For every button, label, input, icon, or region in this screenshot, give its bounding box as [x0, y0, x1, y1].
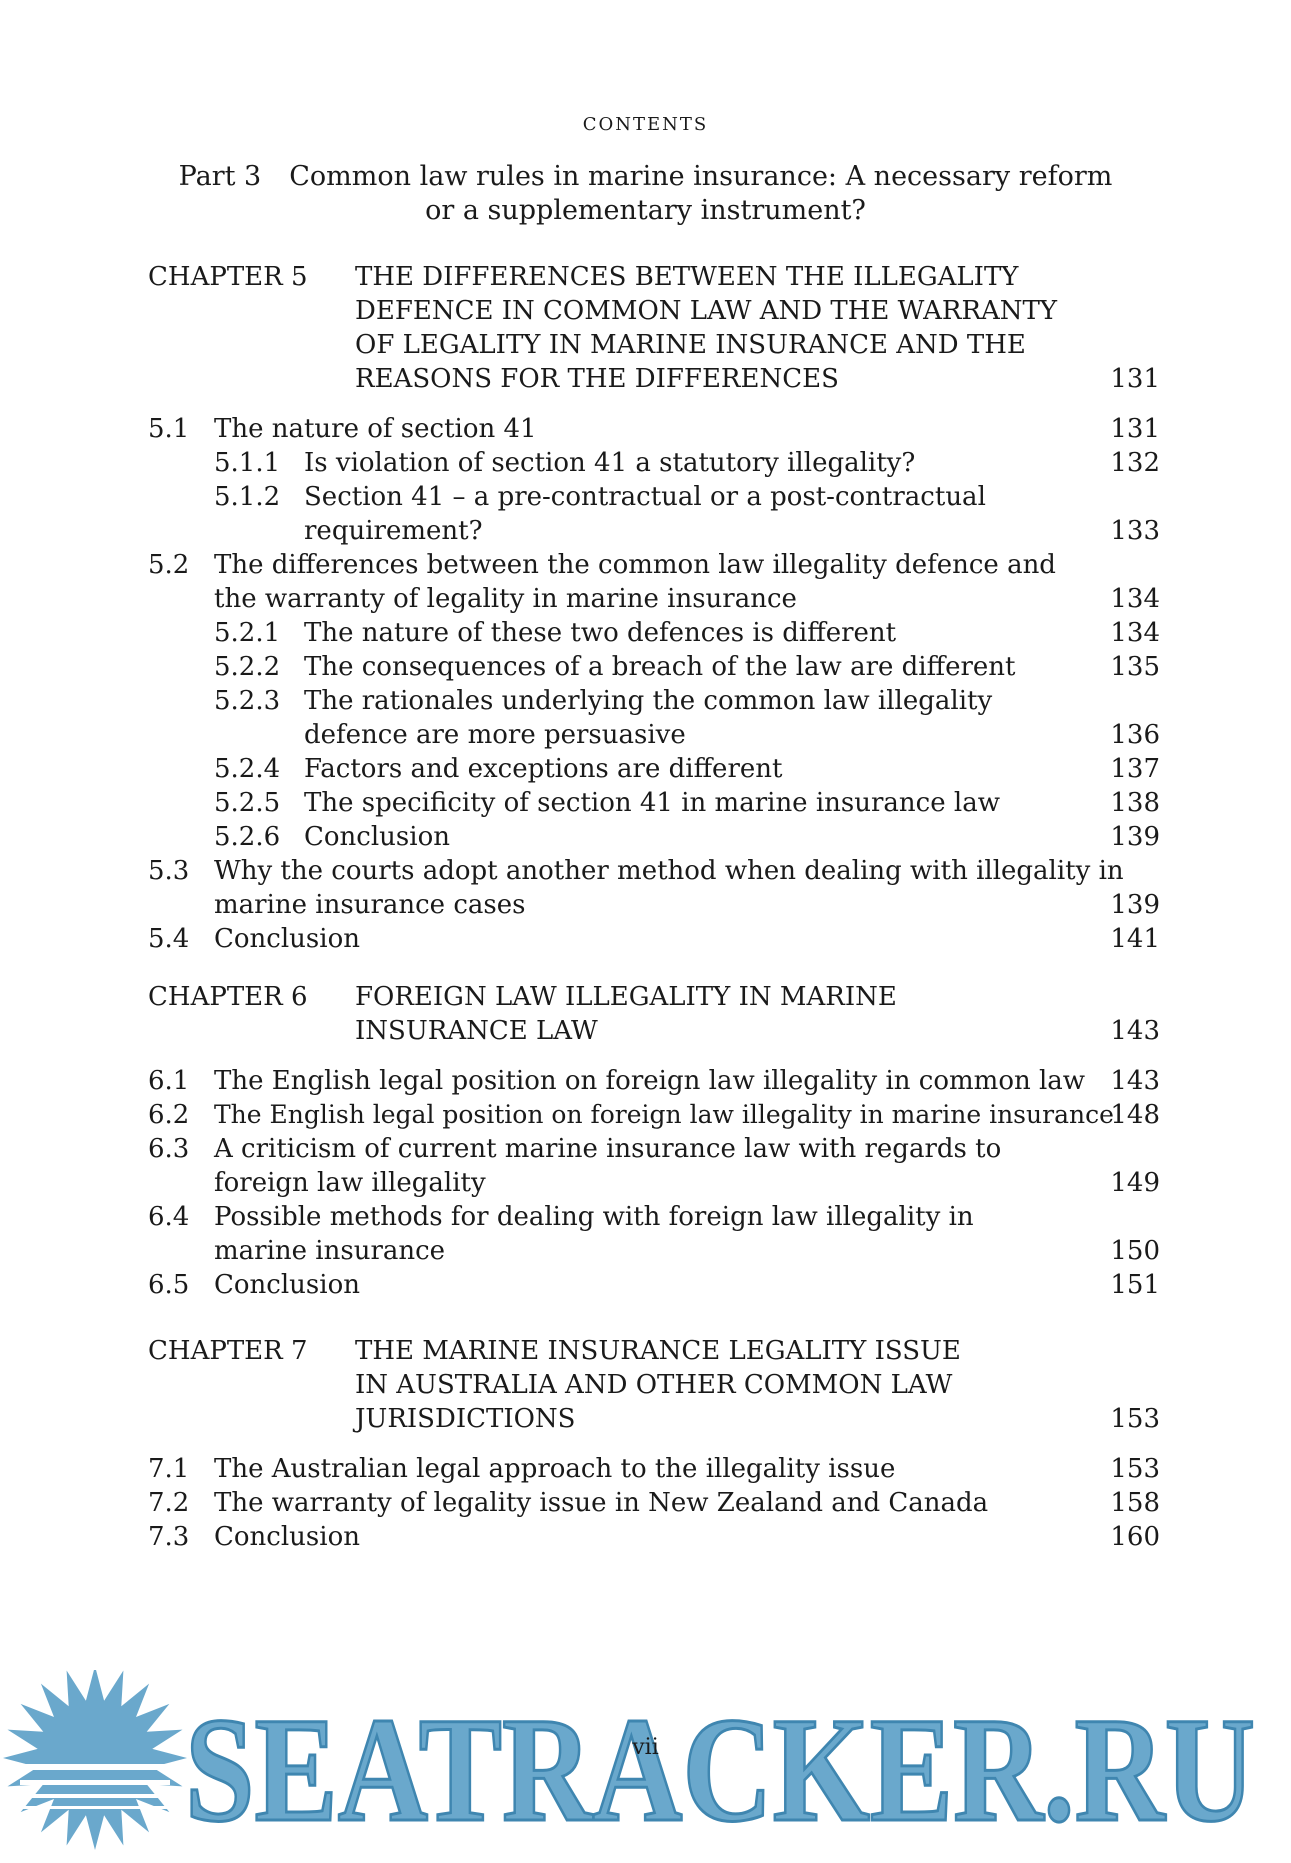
section-page-number: 131	[1110, 414, 1160, 444]
section-number: 5.3	[148, 856, 190, 886]
subsection-title: The rationales underlying the common law illegality	[304, 686, 993, 716]
subsection-title: Section 41 – a pre-contractual or a post-contractual	[304, 482, 986, 512]
subsection-page-number: 136	[1110, 720, 1160, 750]
chapter-page-number: 131	[1110, 364, 1160, 394]
section-number: 5.1	[148, 414, 190, 444]
part-heading-line1	[0, 160, 1291, 194]
subsection-number: 5.2.4	[214, 754, 281, 784]
section-page-number: 148	[1110, 1100, 1160, 1130]
sun-stripe	[20, 1806, 170, 1809]
section-title: The warranty of legality issue in New Zealand and Canada	[214, 1488, 989, 1518]
section-page-number: 139	[1110, 890, 1160, 920]
section-number: 5.2	[148, 550, 190, 580]
subsection-page-number: 139	[1110, 822, 1160, 852]
section-page-number: 143	[1110, 1066, 1160, 1096]
section-number: 7.1	[148, 1454, 190, 1484]
watermark-text: SEATRACKER.RU	[185, 1687, 1255, 1853]
section-title: marine insurance	[214, 1236, 446, 1266]
chapter-title-line: JURISDICTIONS	[355, 1404, 576, 1434]
section-title: Conclusion	[214, 1270, 360, 1300]
section-number: 7.3	[148, 1522, 190, 1552]
section-title: A criticism of current marine insurance law with regards to	[214, 1134, 1002, 1164]
section-page-number: 160	[1110, 1522, 1160, 1552]
section-number: 6.1	[148, 1066, 190, 1096]
subsection-title: Conclusion	[304, 822, 450, 852]
page-folio: vii	[632, 1735, 659, 1760]
section-title: The English legal position on foreign law illegality in common law	[214, 1066, 1086, 1096]
chapter-title-line: INSURANCE LAW	[355, 1016, 598, 1046]
chapter-title-line: THE MARINE INSURANCE LEGALITY ISSUE	[355, 1336, 961, 1366]
section-title: The differences between the common law illegality defence and	[214, 550, 1056, 580]
chapter-title-line: REASONS FOR THE DIFFERENCES	[355, 364, 839, 394]
chapter-title-line: OF LEGALITY IN MARINE INSURANCE AND THE	[355, 330, 1026, 360]
subsection-number: 5.1.1	[214, 448, 281, 478]
section-page-number: 149	[1110, 1168, 1160, 1198]
section-page-number: 141	[1110, 924, 1160, 954]
chapter-title-line: IN AUSTRALIA AND OTHER COMMON LAW	[355, 1370, 953, 1400]
subsection-number: 5.2.6	[214, 822, 281, 852]
running-head: CONTENTS	[582, 114, 709, 135]
subsection-page-number: 138	[1110, 788, 1160, 818]
chapter-label: CHAPTER 6	[148, 982, 308, 1012]
section-title: Possible methods for dealing with foreign law illegality in	[214, 1202, 974, 1232]
subsection-page-number: 132	[1110, 448, 1160, 478]
section-number: 5.4	[148, 924, 190, 954]
sun-icon	[3, 1670, 187, 1850]
sun-stripe	[20, 1794, 170, 1798]
section-number: 6.4	[148, 1202, 190, 1232]
section-page-number: 158	[1110, 1488, 1160, 1518]
section-title: Conclusion	[214, 924, 360, 954]
part-label: Part 3	[178, 161, 262, 192]
section-page-number: 151	[1110, 1270, 1160, 1300]
subsection-page-number: 137	[1110, 754, 1160, 784]
subsection-title: The specificity of section 41 in marine insurance law	[304, 788, 1000, 818]
subsection-number: 5.1.2	[214, 482, 281, 512]
section-title: Conclusion	[214, 1522, 360, 1552]
subsection-title: The consequences of a breach of the law are different	[304, 652, 1016, 682]
section-title: The English legal position on foreign law illegality in marine insurance	[214, 1100, 1114, 1129]
section-number: 7.2	[148, 1488, 190, 1518]
sun-stripe	[20, 1780, 170, 1785]
section-title: marine insurance cases	[214, 890, 526, 920]
part-heading	[0, 160, 1291, 228]
subsection-page-number: 135	[1110, 652, 1160, 682]
section-number: 6.5	[148, 1270, 190, 1300]
part-title-line2: or a supplementary instrument?	[425, 195, 866, 226]
subsection-page-number: 134	[1110, 618, 1160, 648]
chapter-label: CHAPTER 5	[148, 262, 308, 292]
subsection-title: Factors and exceptions are different	[304, 754, 783, 784]
section-page-number: 134	[1110, 584, 1160, 614]
section-title: Why the courts adopt another method when dealing with illegality in	[214, 856, 1124, 886]
section-title: the warranty of legality in marine insurance	[214, 584, 797, 614]
sun-stripe	[20, 1764, 170, 1770]
subsection-number: 5.2.5	[214, 788, 281, 818]
subsection-number: 5.2.3	[214, 686, 281, 716]
subsection-page-number: 133	[1110, 516, 1160, 546]
part-title-line1: Common law rules in marine insurance: A necessary reform	[289, 161, 1113, 192]
subsection-title: The nature of these two defences is different	[304, 618, 897, 648]
section-page-number: 153	[1110, 1454, 1160, 1484]
subsection-title: requirement?	[304, 516, 483, 546]
subsection-number: 5.2.2	[214, 652, 281, 682]
section-title: foreign law illegality	[214, 1168, 486, 1198]
subsection-title: defence are more persuasive	[304, 720, 686, 750]
section-number: 6.3	[148, 1134, 190, 1164]
section-page-number: 150	[1110, 1236, 1160, 1266]
chapter-page-number: 153	[1110, 1404, 1160, 1434]
section-title: The Australian legal approach to the illegality issue	[214, 1454, 896, 1484]
section-title: The nature of section 41	[214, 414, 537, 444]
section-number: 6.2	[148, 1100, 190, 1130]
watermark	[0, 1670, 1291, 1863]
subsection-title: Is violation of section 41 a statutory illegality?	[304, 448, 916, 478]
chapter-title-line: FOREIGN LAW ILLEGALITY IN MARINE	[355, 982, 897, 1012]
chapter-title-line: THE DIFFERENCES BETWEEN THE ILLEGALITY	[355, 262, 1019, 292]
chapter-page-number: 143	[1110, 1016, 1160, 1046]
chapter-title-line: DEFENCE IN COMMON LAW AND THE WARRANTY	[355, 296, 1058, 326]
subsection-number: 5.2.1	[214, 618, 281, 648]
chapter-label: CHAPTER 7	[148, 1336, 308, 1366]
